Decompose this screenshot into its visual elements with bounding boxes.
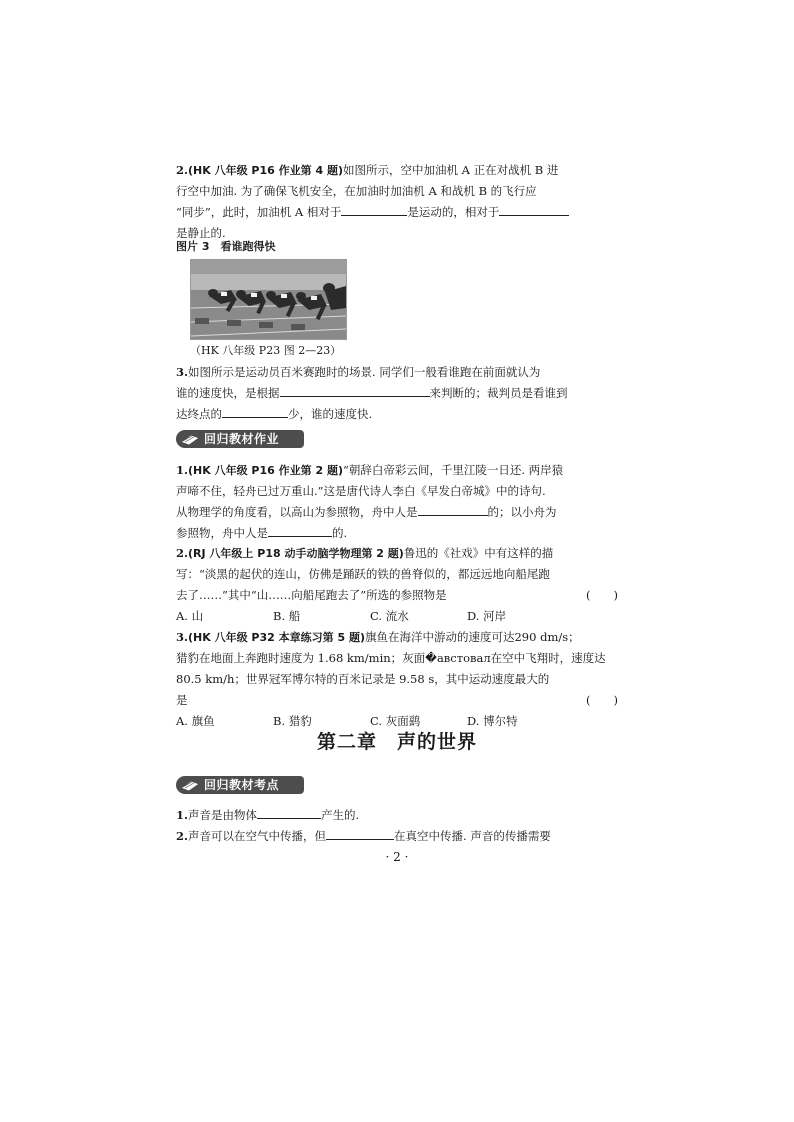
- question-text: 去了……”其中“山……向船尾跑去了”所选的参照物是: [176, 588, 447, 602]
- question-text: 猎豹在地面上奔跑时速度为 1.68 km/min；灰面�австовал在空中飞翔时，速度达: [176, 651, 606, 665]
- question-3-sprint: [176, 362, 618, 425]
- page-number: · 2 ·: [385, 850, 409, 864]
- sprint-race-photo: [190, 259, 347, 340]
- question-number: 3.: [176, 630, 189, 644]
- question-text: 80.5 km/h；世界冠军博尔特的百米记录是 9.58 s，其中运动速度最大的: [176, 672, 550, 686]
- option-b[interactable]: B. 猎豹: [273, 714, 312, 728]
- homework-1-poem: [176, 460, 618, 544]
- question-text: 少，谁的速度快.: [288, 407, 373, 421]
- option-d[interactable]: D. 博尔特: [467, 714, 518, 728]
- question-text: 旗鱼在海洋中游动的速度可达290 dm/s；: [364, 630, 580, 644]
- section-badge-key-points: [176, 776, 306, 795]
- question-text: 如图所示是运动员百米赛跑时的场景. 同学们一般看谁跑在前面就认为: [188, 365, 541, 379]
- question-number: 1.: [176, 808, 189, 822]
- question-number: 2.: [176, 546, 189, 560]
- question-text: 声啼不住，轻舟已过万重山.”这是唐代诗人李白《早发白帝城》中的诗句.: [176, 484, 546, 498]
- question-text: “朝辞白帝彩云间，千里江陵一日还. 两岸猿: [342, 463, 564, 477]
- answer-blank[interactable]: [268, 523, 332, 537]
- question-text: 的.: [332, 526, 348, 540]
- question-2-aircraft-refueling: [176, 160, 618, 244]
- question-text: 从物理学的角度看，以高山为参照物，舟中人是: [176, 505, 418, 519]
- badge-label: 回归教材考点: [204, 778, 280, 792]
- option-b[interactable]: B. 船: [273, 609, 301, 623]
- answer-blank[interactable]: [341, 202, 407, 216]
- question-text: 谁的速度快，是根据: [176, 386, 280, 400]
- question-text: 是: [176, 693, 188, 707]
- question-number: 2.: [176, 163, 189, 177]
- option-c[interactable]: C. 流水: [370, 609, 409, 623]
- badge-label: 回归教材作业: [204, 432, 280, 446]
- photo-caption: （HK 八年级 P23 图 2—23）: [190, 344, 342, 357]
- section-badge-homework: [176, 430, 306, 449]
- option-a[interactable]: A. 山: [176, 609, 204, 623]
- sprinters-image: [191, 260, 346, 339]
- question-text: 在真空中传播. 声音的传播需要: [394, 829, 551, 843]
- question-text: 达终点的: [176, 407, 222, 421]
- question-text: 来判断的；裁判员是看谁到: [429, 386, 568, 400]
- answer-paren[interactable]: ( ): [586, 693, 618, 707]
- answer-blank[interactable]: [280, 383, 430, 397]
- question-text: “同步”，此时，加油机 A 相对于: [176, 205, 342, 219]
- answer-blank[interactable]: [499, 202, 569, 216]
- question-text: 声音可以在空气中传播，但: [188, 829, 327, 843]
- question-source: (HK 八年级 P16 作业第 2 题): [188, 464, 343, 477]
- question-source: (RJ 八年级上 P18 动手动脑学物理第 2 题): [188, 547, 404, 560]
- question-text: 产生的.: [321, 808, 360, 822]
- option-d[interactable]: D. 河岸: [467, 609, 507, 623]
- option-a[interactable]: A. 旗鱼: [176, 714, 215, 728]
- question-text: 的；以小舟为: [487, 505, 557, 519]
- key-point-1: [176, 805, 618, 826]
- homework-2-shexi: [176, 543, 618, 627]
- book-pen-icon: [179, 778, 201, 792]
- answer-blank[interactable]: [222, 404, 288, 418]
- question-text: 是运动的，相对于: [407, 205, 500, 219]
- answer-paren[interactable]: ( ): [586, 588, 618, 602]
- question-number: 1.: [176, 463, 189, 477]
- question-text: 行空中加油. 为了确保飞机安全，在加油时加油机 A 和战机 B 的飞行应: [176, 184, 537, 198]
- question-text: 参照物，舟中人是: [176, 526, 268, 540]
- question-text: 鲁迅的《社戏》中有这样的描: [403, 546, 554, 560]
- options-row: [176, 606, 618, 627]
- question-number: 3.: [176, 365, 189, 379]
- question-number: 2.: [176, 829, 189, 843]
- homework-3-speeds: [176, 627, 618, 732]
- question-text: 声音是由物体: [188, 808, 258, 822]
- question-source: (HK 八年级 P16 作业第 4 题): [188, 164, 343, 177]
- question-text: 写：“淡黑的起伏的连山，仿佛是踊跃的铁的兽脊似的，都远远地向船尾跑: [176, 567, 550, 581]
- answer-blank[interactable]: [257, 805, 321, 819]
- answer-blank[interactable]: [418, 502, 488, 516]
- question-source: (HK 八年级 P32 本章练习第 5 题): [188, 631, 365, 644]
- picture-caption: 图片 3 看谁跑得快: [176, 240, 276, 253]
- question-text: 如图所示，空中加油机 A 正在对战机 B 进: [342, 163, 559, 177]
- answer-blank[interactable]: [326, 826, 394, 840]
- chapter-title: 第二章 声的世界: [316, 731, 477, 753]
- option-c[interactable]: C. 灰面鹞: [370, 714, 421, 728]
- book-pen-icon: [179, 432, 201, 446]
- key-point-2: [176, 826, 618, 847]
- question-text: 是静止的.: [176, 226, 226, 240]
